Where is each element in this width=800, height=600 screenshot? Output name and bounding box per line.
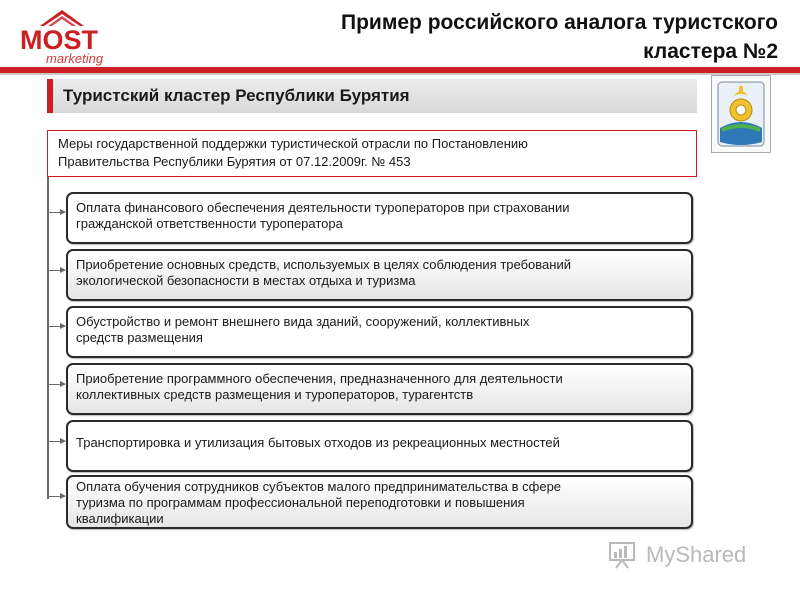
presentation-board-icon	[608, 540, 638, 570]
support-measure-item	[66, 420, 693, 472]
support-measure-item	[66, 306, 693, 358]
connector-arrow-icon	[49, 441, 65, 442]
item-line: Оплата обучения сотрудников субъектов малого предпринимательства в сфере	[76, 479, 562, 494]
item-line: гражданской ответственности туроператора	[76, 216, 343, 231]
title-divider-shadow	[0, 73, 800, 75]
item-line: Оплата финансового обеспечения деятельности туроператоров при страховании	[76, 200, 570, 215]
header-line-2: Правительства Республики Бурятия от 07.12.2009г. № 453	[58, 154, 411, 169]
header-line-1: Меры государственной поддержки туристической отрасли по Постановлению	[58, 136, 528, 151]
support-measure-item	[66, 475, 693, 529]
slide-title	[178, 8, 778, 66]
connector-arrow-icon	[49, 384, 65, 385]
logo-subtitle: marketing	[46, 51, 104, 66]
logo-wordmark: MOST	[20, 25, 98, 55]
connector-arrow-icon	[49, 212, 65, 213]
support-measure-item	[66, 192, 693, 244]
item-line: квалификации	[76, 511, 164, 526]
connector-trunk	[47, 177, 49, 499]
connector-arrow-icon	[49, 270, 65, 271]
item-line: экологической безопасности в местах отдыха и туризма	[76, 273, 416, 288]
slide-title-line-1: Пример российского аналога туристского	[340, 11, 778, 34]
myshared-watermark	[608, 538, 788, 572]
item-line: коллективных средств размещения и туроператоров, турагентств	[76, 387, 474, 402]
item-line: Транспортировка и утилизация бытовых отходов из рекреационных местностей	[76, 435, 560, 450]
support-measure-item	[66, 363, 693, 415]
slide-title-line-2: кластера №2	[643, 40, 778, 63]
section-heading: Туристский кластер Республики Бурятия	[47, 79, 697, 113]
connector-arrow-icon	[49, 496, 65, 497]
most-marketing-logo	[18, 8, 108, 66]
item-line: туризма по программам профессиональной переподготовки и повышения	[76, 495, 525, 510]
item-line: средств размещения	[76, 330, 203, 345]
item-line: Приобретение программного обеспечения, предназначенного для деятельности	[76, 371, 563, 386]
support-measure-item	[66, 249, 693, 301]
item-line: Приобретение основных средств, используемых в целях соблюдения требований	[76, 257, 571, 272]
connector-arrow-icon	[49, 326, 65, 327]
watermark-text: MyShared	[646, 542, 747, 567]
item-line: Обустройство и ремонт внешнего вида зданий, сооружений, коллективных	[76, 314, 530, 329]
buryatia-coat-of-arms-icon	[711, 75, 771, 153]
support-measures-header	[47, 130, 697, 177]
